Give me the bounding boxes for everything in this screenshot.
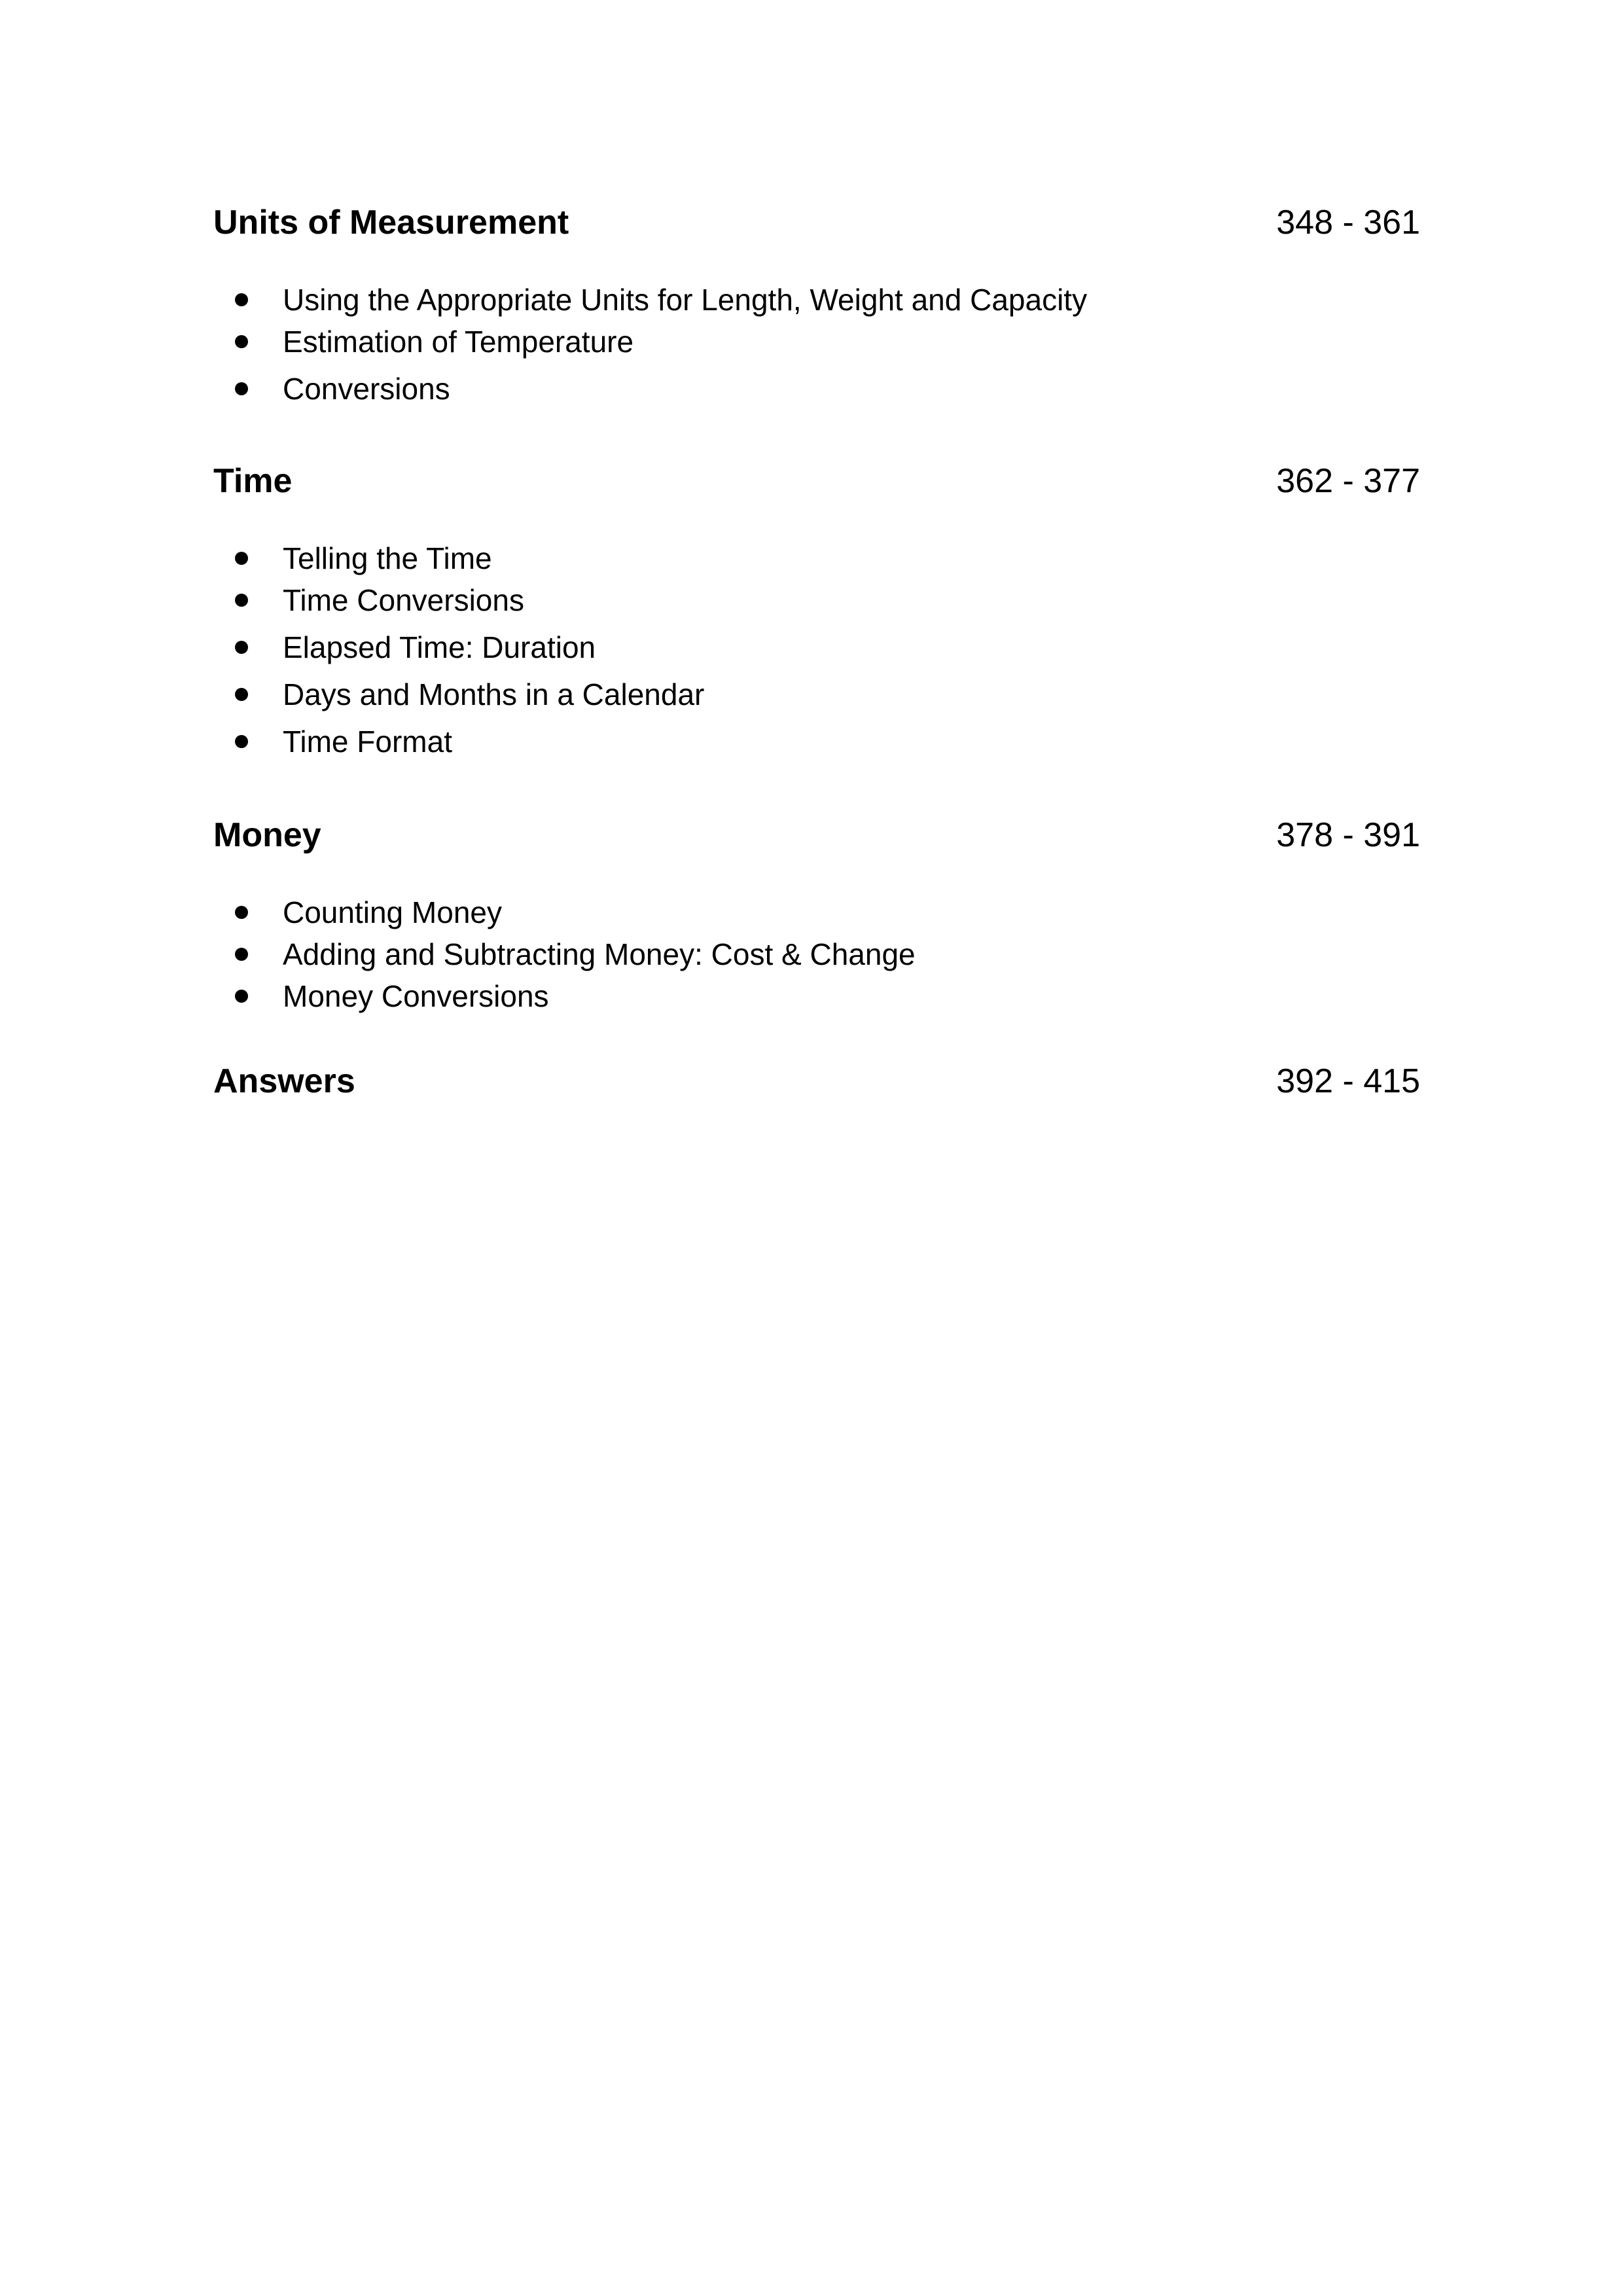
section-page-range: 362 - 377: [1276, 462, 1420, 500]
topic-label: Elapsed Time: Duration: [283, 630, 596, 664]
bullet-icon: [235, 382, 248, 395]
section-money: [213, 812, 1420, 1013]
bullet-icon: [235, 335, 248, 348]
topic-label: Telling the Time: [283, 541, 492, 575]
bullet-icon: [235, 293, 248, 306]
bullet-icon: [235, 735, 248, 748]
topic-label: Time Conversions: [283, 583, 524, 617]
bullet-icon: [235, 948, 248, 961]
topic-label: Days and Months in a Calendar: [283, 677, 705, 711]
topic-label: Conversions: [283, 372, 450, 406]
topic-label: Money Conversions: [283, 979, 549, 1013]
section-title: Money: [213, 816, 321, 854]
section-title: Answers: [213, 1062, 355, 1100]
topic-label: Counting Money: [283, 895, 502, 929]
section-page-range: 348 - 361: [1276, 204, 1420, 242]
section-units-of-measurement: [213, 200, 1420, 406]
section-answers: [213, 1058, 1420, 1104]
section-heading: [213, 458, 1420, 504]
topic-label: Adding and Subtracting Money: Cost & Change: [283, 937, 916, 971]
section-time: [213, 458, 1420, 759]
bullet-icon: [235, 688, 248, 701]
bullet-icon: [235, 552, 248, 565]
section-heading: [213, 1058, 1420, 1104]
topic-label: Using the Appropriate Units for Length, Weight and Capacity: [283, 283, 1088, 317]
topic-label: Time Format: [283, 725, 452, 759]
section-heading: [213, 200, 1420, 245]
bullet-icon: [235, 990, 248, 1003]
section-page-range: 392 - 415: [1276, 1062, 1420, 1100]
section-heading: [213, 812, 1420, 858]
section-title: Time: [213, 462, 293, 500]
section-title: Units of Measurement: [213, 204, 569, 242]
topic-label: Estimation of Temperature: [283, 325, 634, 359]
bullet-icon: [235, 594, 248, 607]
bullet-icon: [235, 906, 248, 919]
bullet-icon: [235, 641, 248, 654]
section-page-range: 378 - 391: [1276, 816, 1420, 854]
